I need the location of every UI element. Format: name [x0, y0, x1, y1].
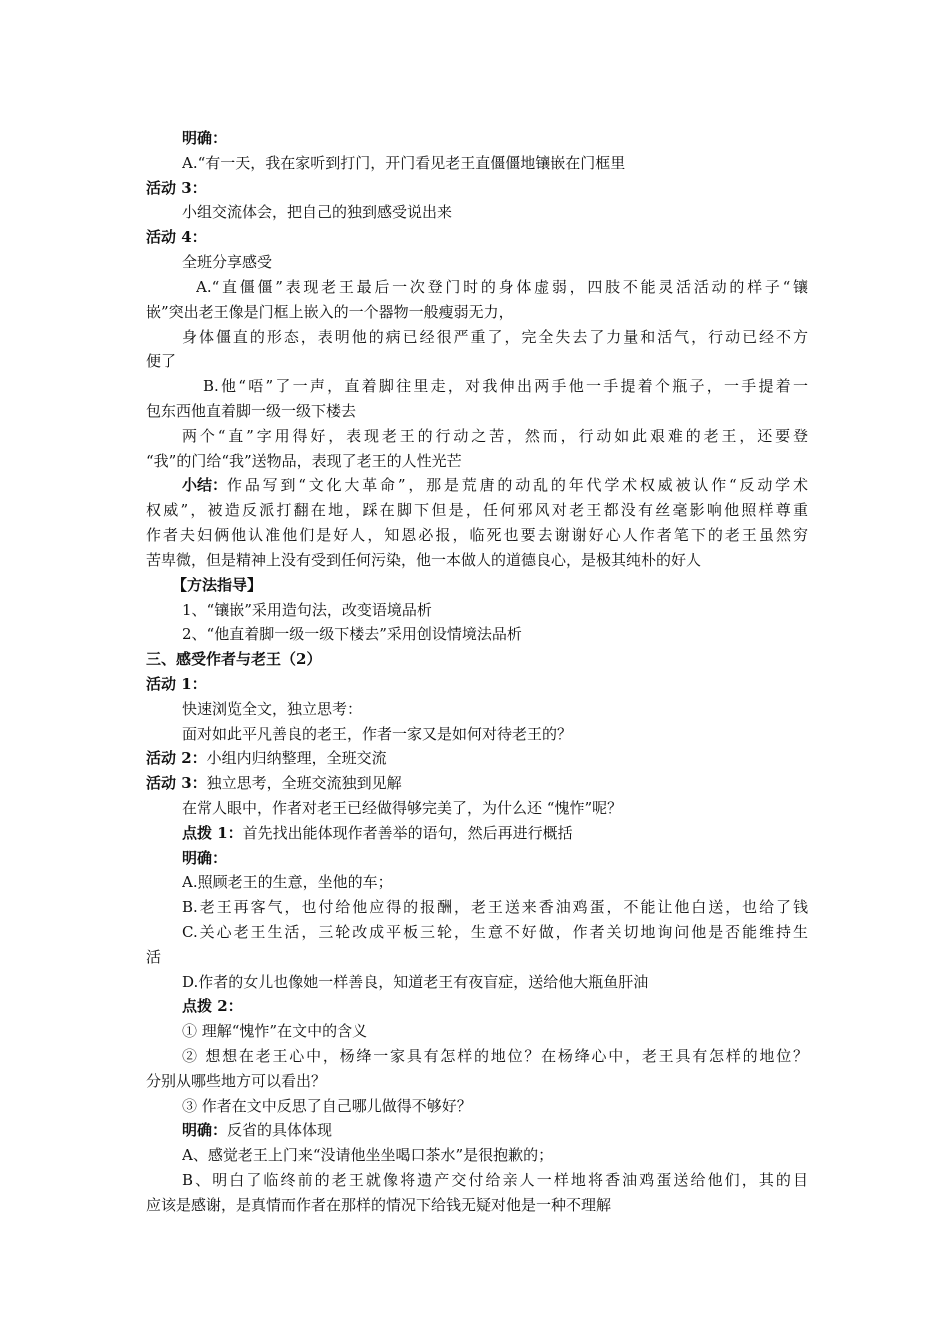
paragraph-line: 两个“直”字用得好，表现老王的行动之苦，然而，行动如此艰难的老王，还要登 [182, 427, 808, 445]
method-heading: 【方法指导】 [172, 576, 263, 594]
list-item: B、明白了临终前的老王就像将遗产交付给亲人一样地将香油鸡蛋送给他们，其的目 [182, 1171, 808, 1189]
paragraph-line: 分别从哪些地方可以看出？ [146, 1072, 327, 1090]
method-item: 2、“他直着脚一级一级下楼去”采用创设情境法品析 [182, 625, 522, 643]
paragraph-line: 全班分享感受 [182, 253, 273, 271]
paragraph-line: 包东西他直着脚一级一级下楼去 [146, 402, 357, 420]
paragraph-line: 身体僵直的形态，表明他的病已经很严重了，完全失去了力量和活气，行动已经不方 [182, 328, 808, 346]
paragraph-line: 便了 [146, 352, 177, 370]
summary-text: 作品写到“文化大革命”，那是荒唐的动乱的年代学术权威被认作“反动学术 [227, 476, 808, 494]
paragraph-line: 苦卑微，但是精神上没有受到任何污染，他一本做人的道德良心，是极其纯朴的好人 [146, 551, 702, 569]
paragraph-line: 作者夫妇俩他认准他们是好人，知恩必报，临死也要去谢谢好心人作者笔下的老王虽然穷 [146, 526, 808, 544]
clarify-label: 明确： [182, 1121, 228, 1139]
activity-heading: 活动 4： [146, 228, 207, 246]
hint-label: 点拨 1： [182, 824, 243, 842]
list-item: ② 想想在老王心中，杨绛一家具有怎样的地位？在杨绛心中，老王具有怎样的地位？ [182, 1047, 808, 1065]
list-item: ③ 作者在文中反思了自己哪儿做得不够好？ [182, 1097, 472, 1115]
clarify-line [182, 1119, 808, 1141]
summary-line [182, 474, 808, 496]
activity-line [146, 772, 808, 794]
paragraph-line: A.“有一天，我在家听到打门，开门看见老王直僵僵地镶嵌在门框里 [182, 154, 626, 172]
paragraph-line: 嵌”突出老王像是门框上嵌入的一个器物一般瘦弱无力， [146, 303, 514, 321]
summary-label: 小结： [182, 476, 228, 494]
activity-line [146, 747, 808, 769]
activity-text: 独立思考，全班交流独到见解 [206, 774, 402, 792]
paragraph-line: 活 [146, 948, 162, 966]
hint-label: 点拨 2： [182, 997, 243, 1015]
activity-label: 活动 3： [146, 774, 207, 792]
section-heading: 三、感受作者与老王（2） [146, 650, 322, 668]
paragraph-line: A.“直僵僵”表现老王最后一次登门时的身体虚弱，四肢不能灵活活动的样子“镶 [196, 278, 808, 296]
label-mingque: 明确： [182, 129, 228, 147]
paragraph-line: B.他“唔”了一声，直着脚往里走，对我伸出两手他一手提着个瓶子，一手提着一 [203, 377, 808, 395]
list-item: B.老王再客气，也付给他应得的报酬，老王送来香油鸡蛋，不能让他白送，也给了钱 [182, 898, 808, 916]
label-mingque: 明确： [182, 849, 228, 867]
paragraph-line: 应该是感谢，是真情而作者在那样的情况下给钱无疑对他是一种不理解 [146, 1196, 612, 1214]
paragraph-line: 在常人眼中，作者对老王已经做得够完美了，为什么还 “愧怍”呢？ [182, 799, 623, 817]
list-item: D.作者的女儿也像她一样善良，知道老王有夜盲症，送给他大瓶鱼肝油 [182, 973, 649, 991]
clarify-text: 反省的具体体现 [227, 1121, 333, 1139]
paragraph-line: 面对如此平凡善良的老王，作者一家又是如何对待老王的？ [182, 725, 573, 743]
activity-heading: 活动 1： [146, 675, 207, 693]
hint-line [182, 822, 808, 844]
list-item: A.照顾老王的生意，坐他的车； [182, 873, 393, 891]
activity-label: 活动 2： [146, 749, 207, 767]
paragraph-line: 小组交流体会，把自己的独到感受说出来 [182, 203, 453, 221]
activity-text: 小组内归纳整理，全班交流 [206, 749, 387, 767]
list-item: A、感觉老王上门来“没请他坐坐喝口茶水”是很抱歉的； [182, 1146, 554, 1164]
hint-text: 首先找出能体现作者善举的语句，然后再进行概括 [242, 824, 573, 842]
paragraph-line: “我”的门给“我”送物品，表现了老王的人性光芒 [146, 452, 462, 470]
list-item: ① 理解“愧怍”在文中的含义 [182, 1022, 368, 1040]
paragraph-line: 快速浏览全文，独立思考： [182, 700, 363, 718]
activity-heading: 活动 3： [146, 179, 207, 197]
list-item: C.关心老王生活，三轮改成平板三轮，生意不好做，作者关切地询问他是否能维持生 [182, 923, 808, 941]
paragraph-line: 权威”，被造反派打翻在地，踩在脚下但是，任何邪风对老王都没有丝毫影响他照样尊重 [146, 501, 808, 519]
method-item: 1、“镶嵌”采用造句法，改变语境品析 [182, 601, 432, 619]
